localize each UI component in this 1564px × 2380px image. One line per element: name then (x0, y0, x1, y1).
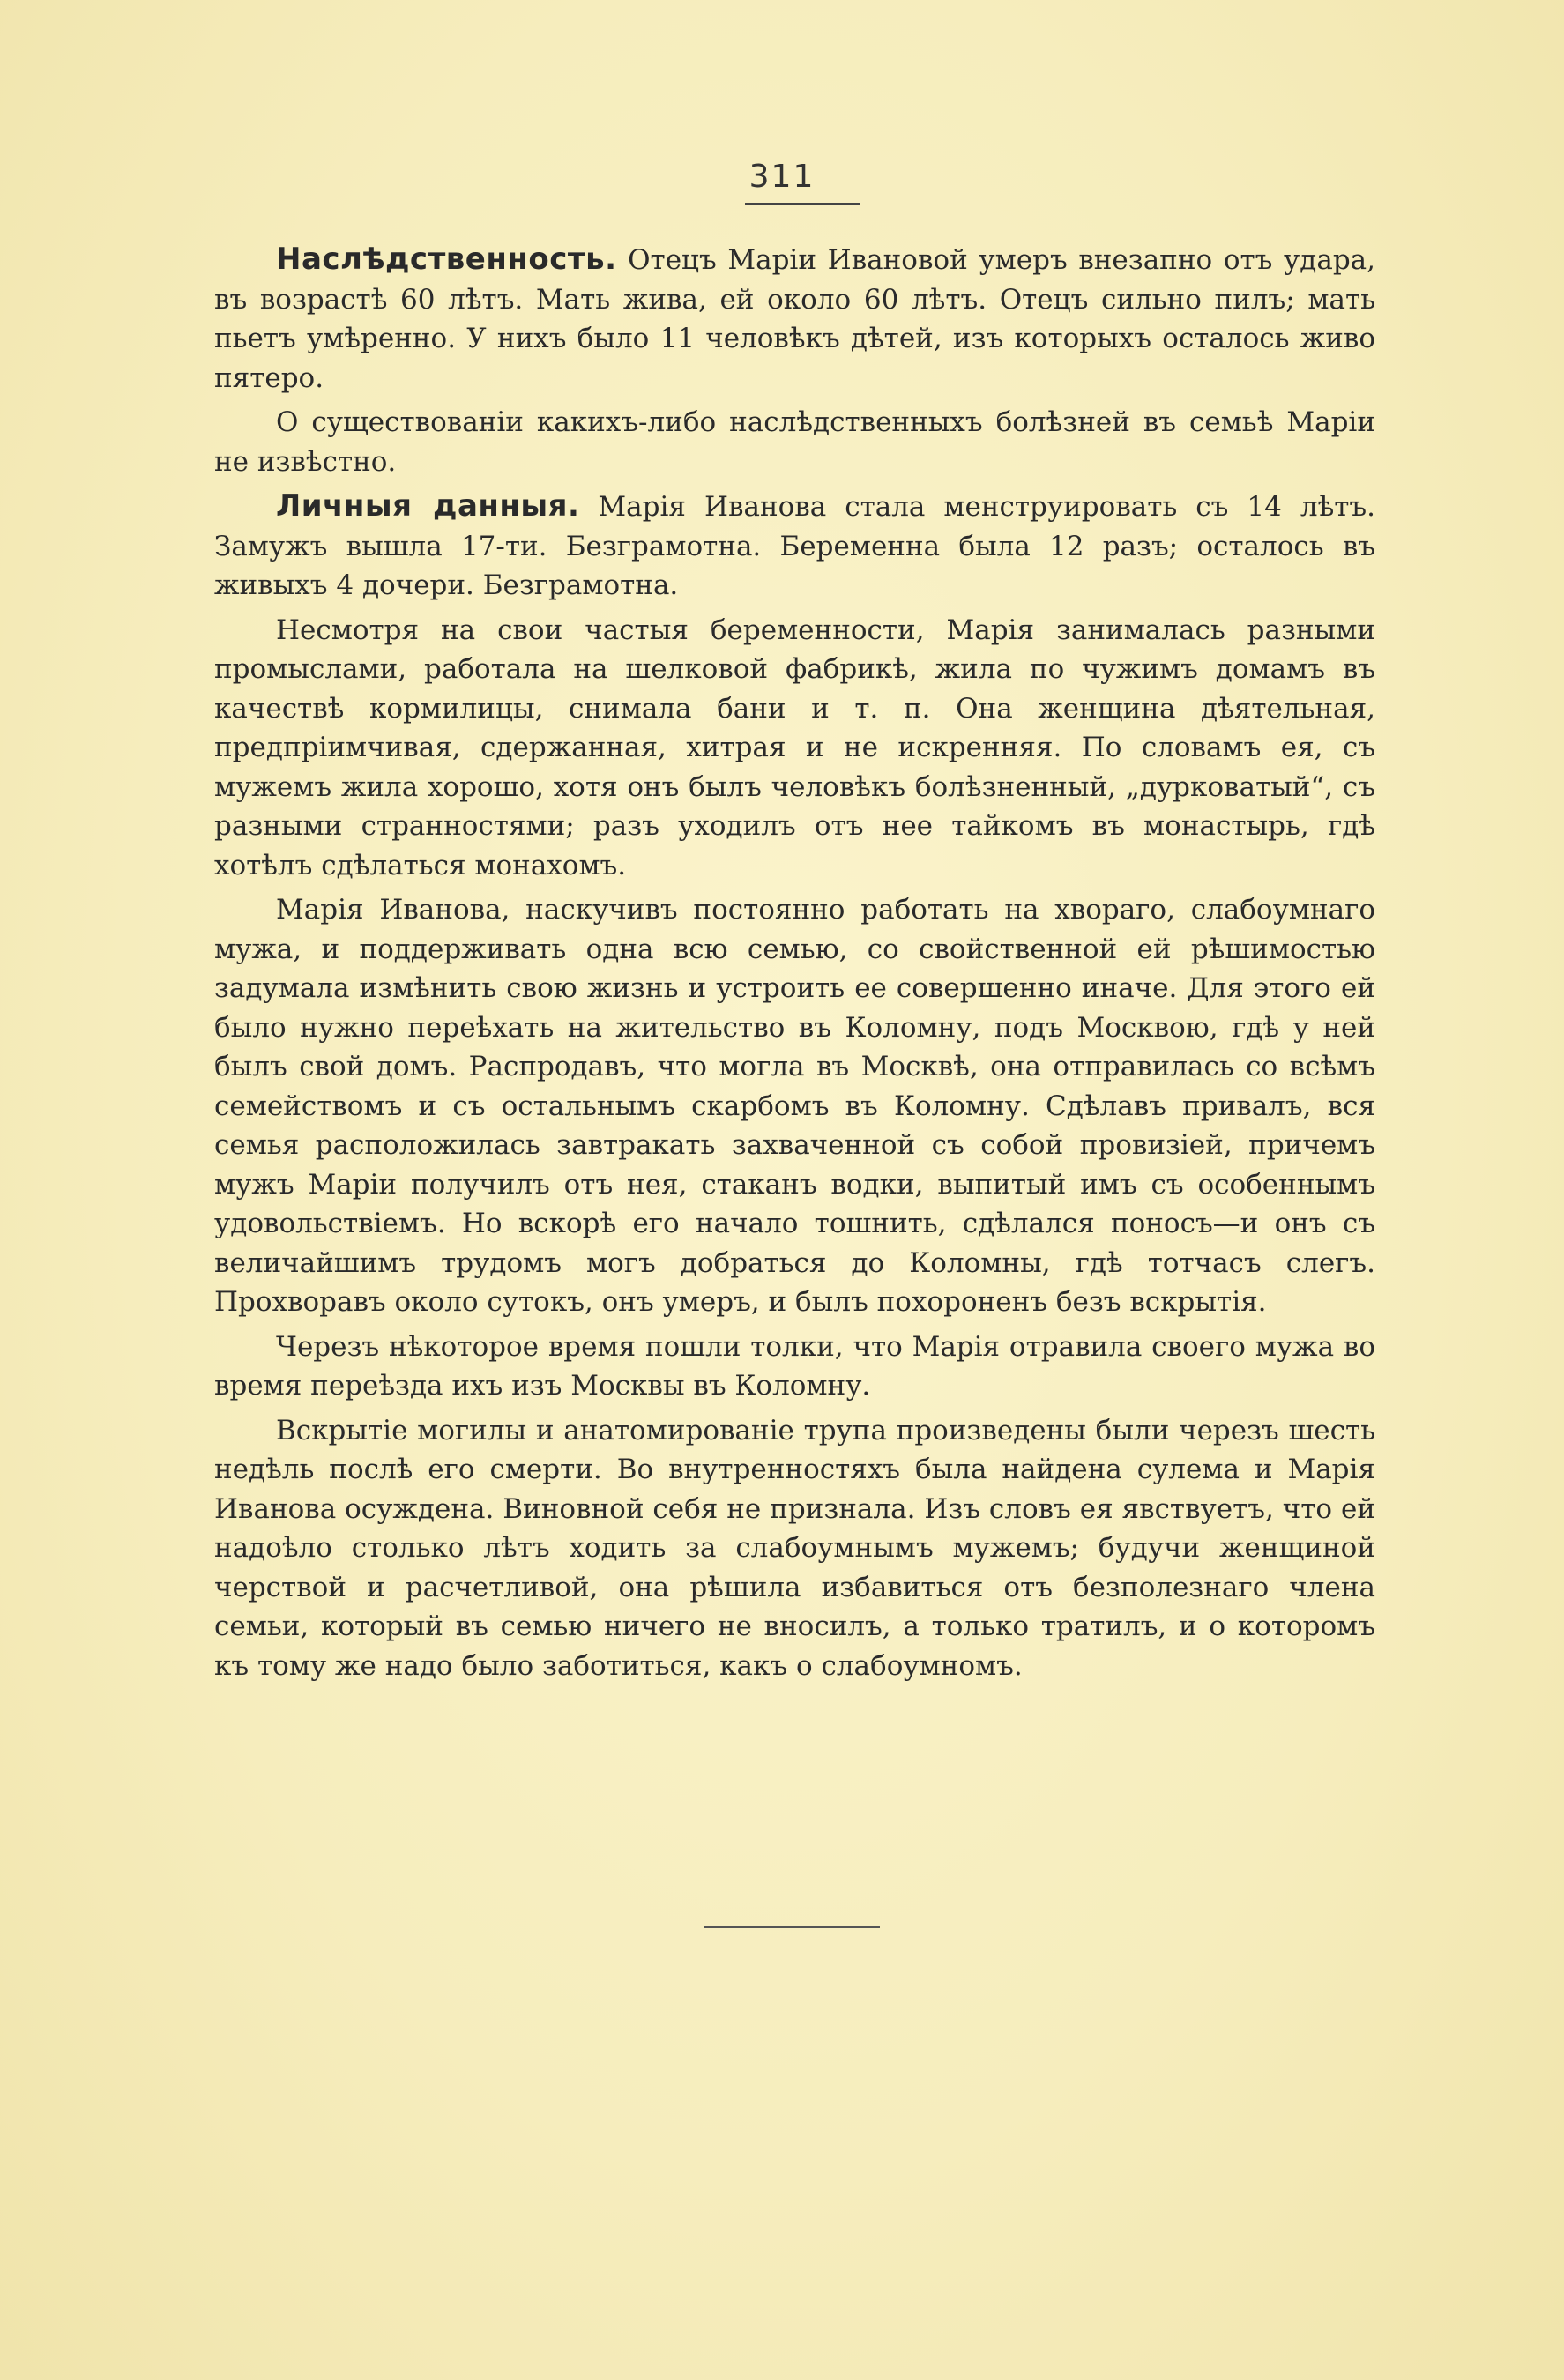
paragraph-text: Несмотря на свои частыя беременности, Марія занималась разными промыслами, работала на шелковой фабрикѣ, жила по чужимъ домамъ въ качествѣ кормилицы, снимала бани и т. п. Она женщина дѣятельная, предпріимчивая, сдержанная, хитрая и не искренняя. По словамъ ея, съ мужемъ жила хорошо, хотя онъ былъ человѣкъ болѣзненный, „дурковатый“, съ разными странностями; разъ уходилъ отъ нее тайкомъ въ монастырь, гдѣ хотѣлъ сдѣлаться монахомъ. (214, 614, 1375, 881)
paragraph-text: Отецъ Маріи Ивановой умеръ внезапно отъ удара, въ возрастѣ 60 лѣтъ. Мать жива, ей около 60 лѣтъ. Отецъ сильно пилъ; мать пьетъ умѣренно. У нихъ было 11 человѣкъ дѣтей, изъ которыхъ осталось живо пятеро. (214, 244, 1375, 394)
body-text (214, 240, 1375, 1691)
section-heading-heredity: Наслѣдственность. (276, 242, 617, 277)
paragraph-text: Марія Иванова, наскучивъ постоянно работать на хвораго, слабоумнаго мужа, и поддерживать одна всю семью, со свойственной ей рѣшимостью задумала измѣнить свою жизнь и устроить ее совершенно иначе. Для этого ей было нужно переѣхать на жительство въ Коломну, подъ Москвою, гдѣ у ней былъ свой домъ. Распродавъ, что могла въ Москвѣ, она отправилась со всѣмъ семействомъ и съ остальнымъ скарбомъ въ Коломну. Сдѣлавъ привалъ, вся семья расположилась завтракать захваченной съ собой провизіей, причемъ мужъ Маріи получилъ отъ нея, стаканъ водки, выпитый имъ съ особеннымъ удовольствіемъ. Но вскорѣ его начало тошнить, сдѣлался поносъ—и онъ съ величайшимъ трудомъ могъ добраться до Коломны, гдѣ тотчасъ слегъ. Прохворавъ около сутокъ, онъ умеръ, и былъ похороненъ безъ вскрытія. (214, 894, 1375, 1318)
paragraph-text: Черезъ нѣкоторое время пошли толки, что Марія отравила своего мужа во время переѣзда ихъ изъ Москвы въ Коломну. (214, 1330, 1375, 1402)
page-number-rule (745, 203, 860, 205)
paragraph-occupations (214, 611, 1375, 886)
section-heading-personal-data: Личныя данныя. (276, 488, 580, 524)
paragraph-personal-data (214, 487, 1375, 606)
paragraph-exhumation (214, 1411, 1375, 1686)
paragraph-heredity (214, 240, 1375, 398)
paragraph-text: Марія Иванова стала менструировать съ 14 лѣтъ. Замужъ вышла 17-ти. Безграмотна. Беременна была 12 разъ; осталось въ живыхъ 4 дочери. Безграмотна. (214, 491, 1376, 601)
paragraph-move-to-kolomna (214, 890, 1375, 1322)
paragraph-text: Вскрытіе могилы и анатомированіе трупа произведены были черезъ шесть недѣль послѣ его смерти. Во внутренностяхъ была найдена сулема и Марія Иванова осуждена. Виновной себя не признала. Изъ словъ ея явствуетъ, что ей надоѣло столько лѣтъ ходить за слабоумнымъ мужемъ; будучи женщиной черствой и расчетливой, она рѣшила избавиться отъ безполезнаго члена семьи, который въ семью ничего не вносилъ, а только тратилъ, и о которомъ къ тому же надо было заботиться, какъ о слабоумномъ. (214, 1414, 1375, 1682)
paragraph-rumors (214, 1328, 1375, 1406)
end-rule (704, 1926, 880, 1928)
paragraph-hereditary-diseases (214, 403, 1375, 481)
paragraph-text: О существованіи какихъ-либо наслѣдственныхъ болѣзней въ семьѣ Маріи не извѣстно. (214, 406, 1375, 478)
page-number: 311 (748, 159, 816, 195)
